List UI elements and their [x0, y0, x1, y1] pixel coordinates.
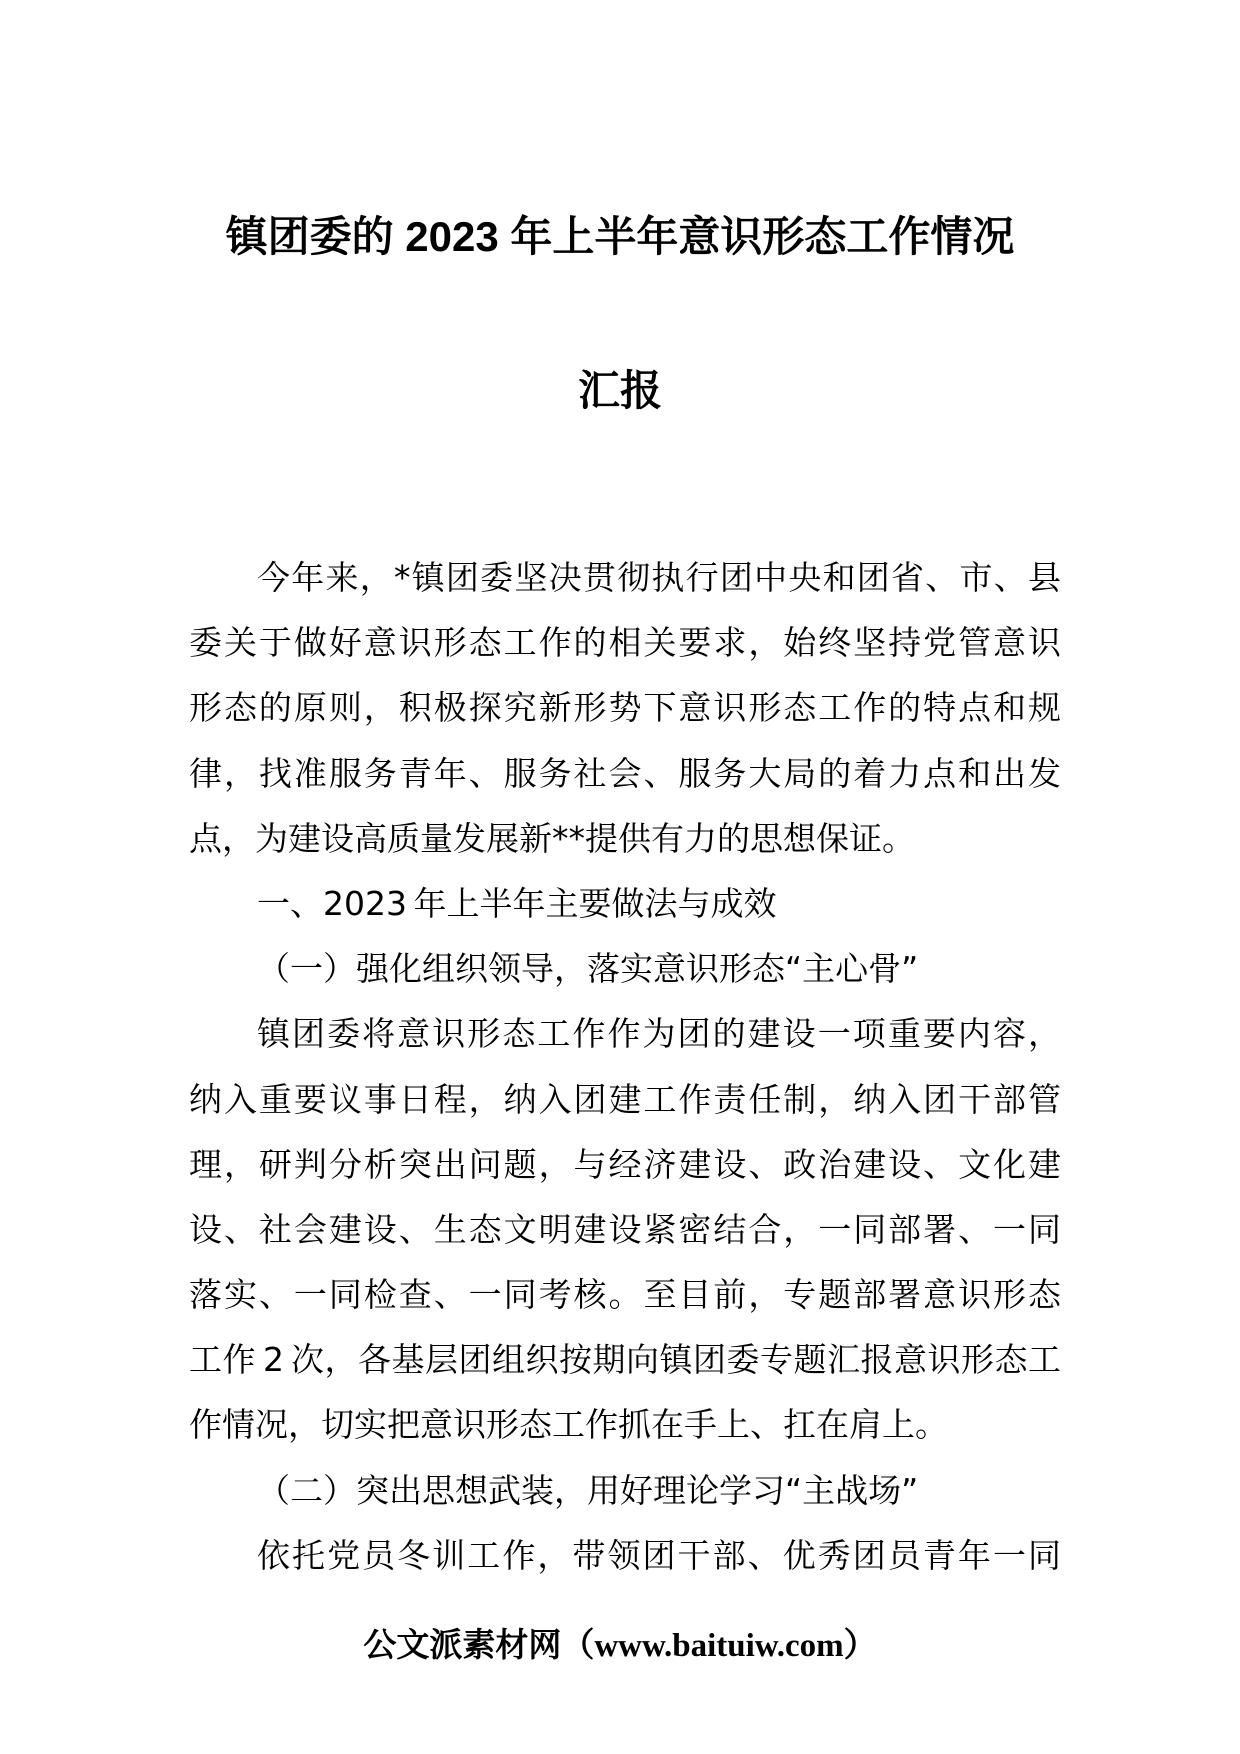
intro-paragraph-line: 委关于做好意识形态工作的相关要求，始终坚持党管意识 — [189, 623, 1061, 663]
document-title-line-2: 汇报 — [577, 367, 662, 414]
intro-paragraph-line: 今年来，*镇团委坚决贯彻执行团中央和团省、市、县 — [257, 558, 1061, 597]
intro-paragraph-line: 形态的原则，积极探究新形势下意识形态工作的特点和规 — [189, 688, 1061, 728]
subsection-1-paragraph-line: 理，研判分析突出问题，与经济建设、政治建设、文化建 — [189, 1144, 1061, 1184]
document-body — [189, 545, 1061, 1588]
subsection-1-paragraph-line: 纳入重要议事日程，纳入团建工作责任制，纳入团干部管 — [189, 1079, 1061, 1119]
subsection-1-paragraph-line: 镇团委将意识形态工作作为团的建设一项重要内容， — [257, 1014, 1061, 1054]
subsection-heading-2: （二）突出思想武装，用好理论学习“主战场” — [257, 1470, 919, 1510]
document-title-line-1: 镇团委的 2023 年上半年意识形态工作情况 — [225, 213, 1015, 260]
footer-watermark: 公文派素材网（www.baituiw.com） — [363, 1628, 877, 1664]
subsection-1-paragraph-line: 设、社会建设、生态文明建设紧密结合，一同部署、一同 — [189, 1209, 1061, 1249]
subsection-1-paragraph-line: 工作 2 次，各基层团组织按期向镇团委专题汇报意识形态工 — [189, 1340, 1061, 1380]
subsection-heading-1: （一）强化组织领导，落实意识形态“主心骨” — [257, 949, 919, 989]
intro-paragraph-line: 律，找准服务青年、服务社会、服务大局的着力点和出发 — [189, 753, 1061, 793]
section-heading-1: 一、2023 年上半年主要做法与成效 — [257, 883, 777, 923]
intro-paragraph-line: 点，为建设高质量发展新**提供有力的思想保证。 — [189, 818, 915, 858]
subsection-1-paragraph-line: 落实、一同检查、一同考核。至目前，专题部署意识形态 — [189, 1275, 1061, 1315]
subsection-2-paragraph-line: 依托党员冬训工作，带领团干部、优秀团员青年一同 — [257, 1535, 1061, 1575]
subsection-1-paragraph-line: 作情况，切实把意识形态工作抓在手上、扛在肩上。 — [189, 1405, 948, 1445]
